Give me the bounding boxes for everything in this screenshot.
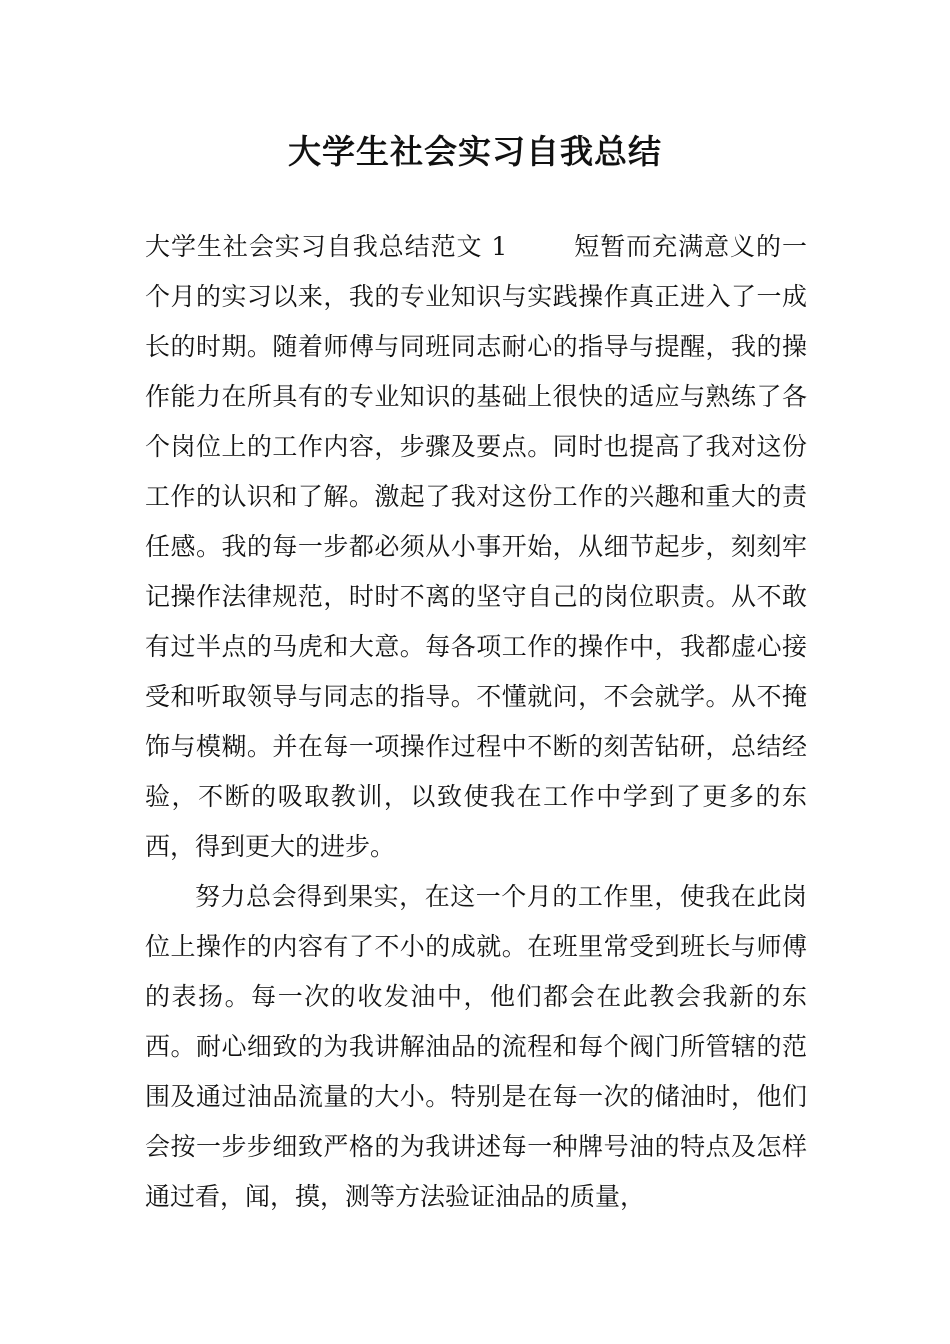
paragraph-1-text: 短暂而充满意义的一个月的实习以来，我的专业知识与实践操作真正进入了一成长的时期。随着师傅与同班同志耐心的指导与提醒，我的操作能力在所具有的专业知识的基础上很快的适应与熟练了各个岗位上的工作内容，步骤及要点。同时也提高了我对这份工作的认识和了解。激起了我对这份工作的兴趣和重大的责任感。我的每一步都必须从小事开始，从细节起步，刻刻牢记操作法律规范，时时不离的坚守自己的岗位职责。从不敢有过半点的马虎和大意。每各项工作的操作中，我都虚心接受和听取领导与同志的指导。不懂就问，不会就学。从不掩饰与模糊。并在每一项操作过程中不断的刻苦钻研，总结经验，不断的吸取教训，以致使我在工作中学到了更多的东西，得到更大的进步。: [145, 232, 807, 861]
paragraph-1: [145, 222, 807, 872]
document-body: [145, 222, 807, 1222]
paragraph-2: 努力总会得到果实，在这一个月的工作里，使我在此岗位上操作的内容有了不小的成就。在班里常受到班长与师傅的表扬。每一次的收发油中，他们都会在此教会我新的东西。耐心细致的为我讲解油品的流程和每个阀门所管辖的范围及通过油品流量的大小。特别是在每一次的储油时，他们会按一步步细致严格的为我讲述每一种牌号油的特点及怎样通过看，闻，摸，测等方法验证油品的质量，: [145, 882, 807, 1211]
document-title: 大学生社会实习自我总结: [288, 132, 662, 171]
section-label: 大学生社会实习自我总结范文 1: [145, 232, 508, 261]
